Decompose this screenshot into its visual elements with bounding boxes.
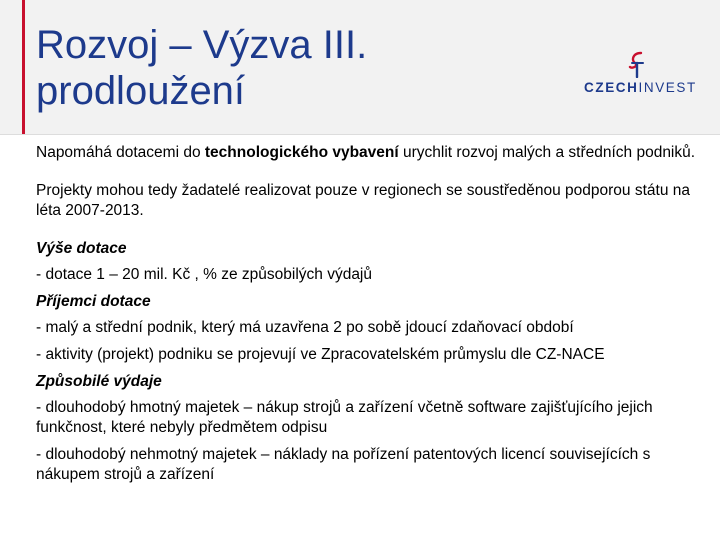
czechinvest-logo (584, 50, 696, 98)
accent-bar (22, 0, 25, 134)
section-heading-eligible-costs: Způsobilé výdaje (36, 373, 162, 390)
intro-paragraph (36, 143, 712, 163)
list-item: - dotace 1 – 20 mil. Kč , % ze způsobilých výdajů (36, 266, 372, 283)
logo-czech: CZECH (584, 80, 639, 95)
section-heading-recipients: Příjemci dotace (36, 293, 151, 310)
list-item: - aktivity (projekt) podniku se projevují ve Zpracovatelském průmyslu dle CZ-NACE (36, 346, 605, 363)
title-line-1: Rozvoj – Výzva III. (36, 23, 368, 67)
logo-text (584, 80, 697, 95)
header-divider (0, 134, 720, 135)
list-item: - dlouhodobý hmotný majetek – nákup strojů a zařízení včetně software zajišťujícího jejich funkčnost, které nebyly předmětem odpisu (36, 399, 653, 436)
intro-after: urychlit rozvoj malých a středních podniků. (398, 144, 696, 161)
list-item: - dlouhodobý nehmotný majetek – náklady na pořízení patentových licencí souvisejících s nákupem strojů a zařízení (36, 446, 651, 483)
intro-bold: technologického vybavení (204, 144, 399, 161)
slide-body (36, 143, 712, 492)
title-line-2: prodloužení (36, 69, 246, 113)
list-item: - malý a střední podnik, který má uzavřena 2 po sobě jdoucí zdaňovací období (36, 319, 574, 336)
logo-invest: INVEST (638, 80, 697, 95)
projects-paragraph: Projekty mohou tedy žadatelé realizovat pouze v regionech se soustředěnou podporou státu na léta 2007-2013. (36, 182, 691, 219)
logo-mark-icon (624, 50, 650, 78)
section-heading-subsidy: Výše dotace (36, 240, 127, 257)
slide-header (0, 0, 720, 134)
intro-before: Napomáhá dotacemi do (36, 144, 205, 161)
slide-title (36, 22, 367, 114)
